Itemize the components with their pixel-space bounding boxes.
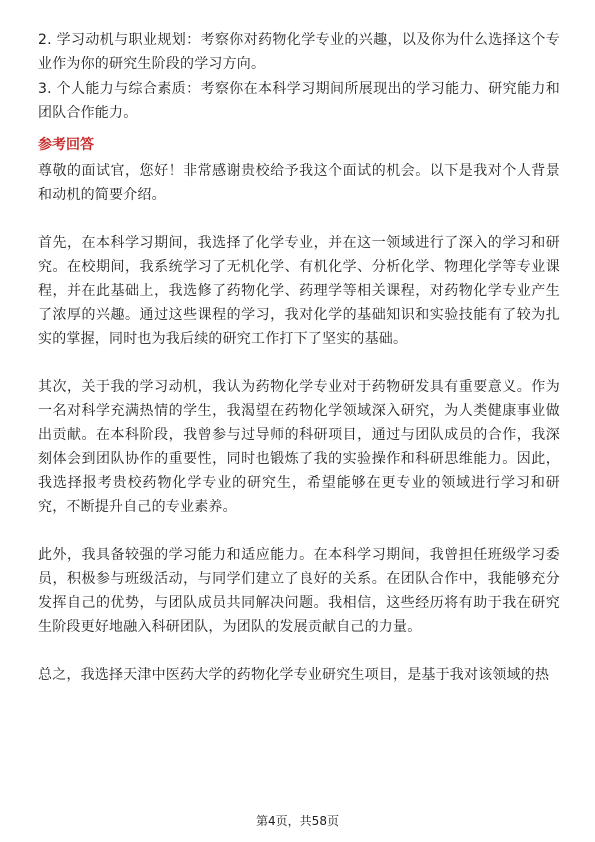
paragraph-background: 首先，在本科学习期间，我选择了化学专业，并在这一领域进行了深入的学习和研究。在校期间，我系统学习了无机化学、有机化学、分析化学、物理化学等专业课程，并在此基础上，我选修了药物化学、药理学等相关课程，对药物化学专业产生了浓厚的兴趣。通过这些课程的学习，我对化学的基础知识和实验技能有了较为扎实的掌握，同时也为我后续的研究工作打下了坚实的基础。 (38, 235, 560, 347)
paragraph-conclusion: 总之，我选择天津中医药大学的药物化学专业研究生项目，是基于我对该领域的热 (38, 667, 550, 683)
document-page (38, 28, 560, 687)
page-number-footer: 第4页，共58页 (256, 814, 339, 828)
list-item-ability: 3. 个人能力与综合素质：考察你在本科学习期间所展现出的学习能力、研究能力和团队合作能力。 (38, 81, 560, 121)
paragraph-motivation: 其次，关于我的学习动机，我认为药物化学专业对于药物研发具有重要意义。作为一名对科学充满热情的学生，我渴望在药物化学领域深入研究，为人类健康事业做出贡献。在本科阶段，我曾参与过导师的科研项目，通过与团队成员的合作，我深刻体会到团队协作的重要性，同时也锻炼了我的实验操作和科研思维能力。因此，我选择报考贵校药物化学专业的研究生，希望能够在更专业的领域进行学习和研究，不断提升自己的专业素养。 (38, 379, 560, 515)
paragraph-greeting: 尊敬的面试官，您好！非常感谢贵校给予我这个面试的机会。以下是我对个人背景和动机的简要介绍。 (38, 163, 560, 203)
list-item-motivation: 2. 学习动机与职业规划：考察你对药物化学专业的兴趣，以及你为什么选择这个专业作为你的研究生阶段的学习方向。 (38, 32, 560, 72)
section-title-reference-answer: 参考回答 (38, 137, 94, 153)
paragraph-abilities: 此外，我具备较强的学习能力和适应能力。在本科学习期间，我曾担任班级学习委员，积极参与班级活动，与同学们建立了良好的关系。在团队合作中，我能够充分发挥自己的优势，与团队成员共同解决问题。我相信，这些经历将有助于我在研究生阶段更好地融入科研团队，为团队的发展贡献自己的力量。 (38, 547, 560, 635)
